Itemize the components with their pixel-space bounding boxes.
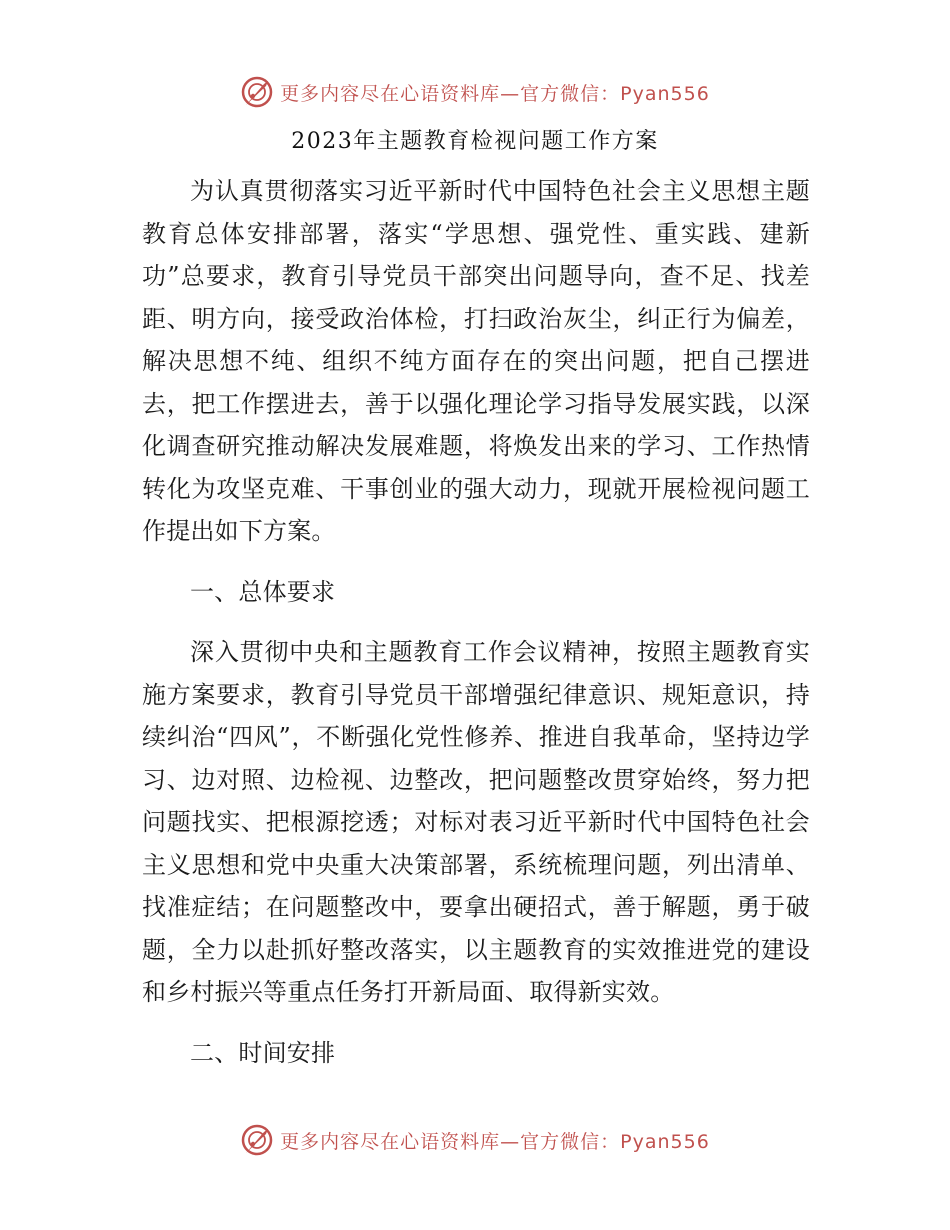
- section-heading-schedule: 二、时间安排: [190, 1038, 336, 1067]
- document-body: [142, 170, 810, 1074]
- document-title: 2023年主题教育检视问题工作方案: [291, 129, 659, 154]
- watermark-text: 更多内容尽在心语资料库—官方微信：Pyan556: [280, 82, 710, 105]
- paragraph-gap: [142, 613, 810, 631]
- watermark-text: 更多内容尽在心语资料库—官方微信：Pyan556: [280, 1130, 710, 1153]
- paragraph-gap: [142, 1014, 810, 1032]
- paragraph-gap: [142, 553, 810, 571]
- section-heading-general-requirements: 一、总体要求: [190, 577, 336, 606]
- section-body-general-requirements: 深入贯彻中央和主题教育工作会议精神，按照主题教育实施方案要求，教育引导党员干部增强纪律意识、规矩意识，持续纠治“四风”，不断强化党性修养、推进自我革命，坚持边学习、边对照、边检视、边整改，把问题整改贯穿始终，努力把问题找实、把根源挖透；对标对表习近平新时代中国特色社会主义思想和党中央重大决策部署，系统梳理问题，列出清单、找准症结；在问题整改中，要拿出硬招式，善于解题，勇于破题，全力以赴抓好整改落实，以主题教育的实效推进党的建设和乡村振兴等重点任务打开新局面、取得新实效。: [142, 638, 810, 1006]
- intro-paragraph: 为认真贯彻落实习近平新时代中国特色社会主义思想主题教育总体安排部署，落实“学思想、强党性、重实践、建新功”总要求，教育引导党员干部突出问题导向，查不足、找差距、明方向，接受政治体检，打扫政治灰尘，纠正行为偏差，解决思想不纯、组织不纯方面存在的突出问题，把自己摆进去，把工作摆进去，善于以强化理论学习指导发展实践，以深化调查研究推动解决发展难题，将焕发出来的学习、工作热情转化为攻坚克难、干事创业的强大动力，现就开展检视问题工作提出如下方案。: [142, 177, 810, 545]
- watermark-header: [0, 72, 950, 112]
- watermark-footer: [0, 1120, 950, 1160]
- quill-logo-icon: [240, 1123, 274, 1157]
- quill-logo-icon: [240, 75, 274, 109]
